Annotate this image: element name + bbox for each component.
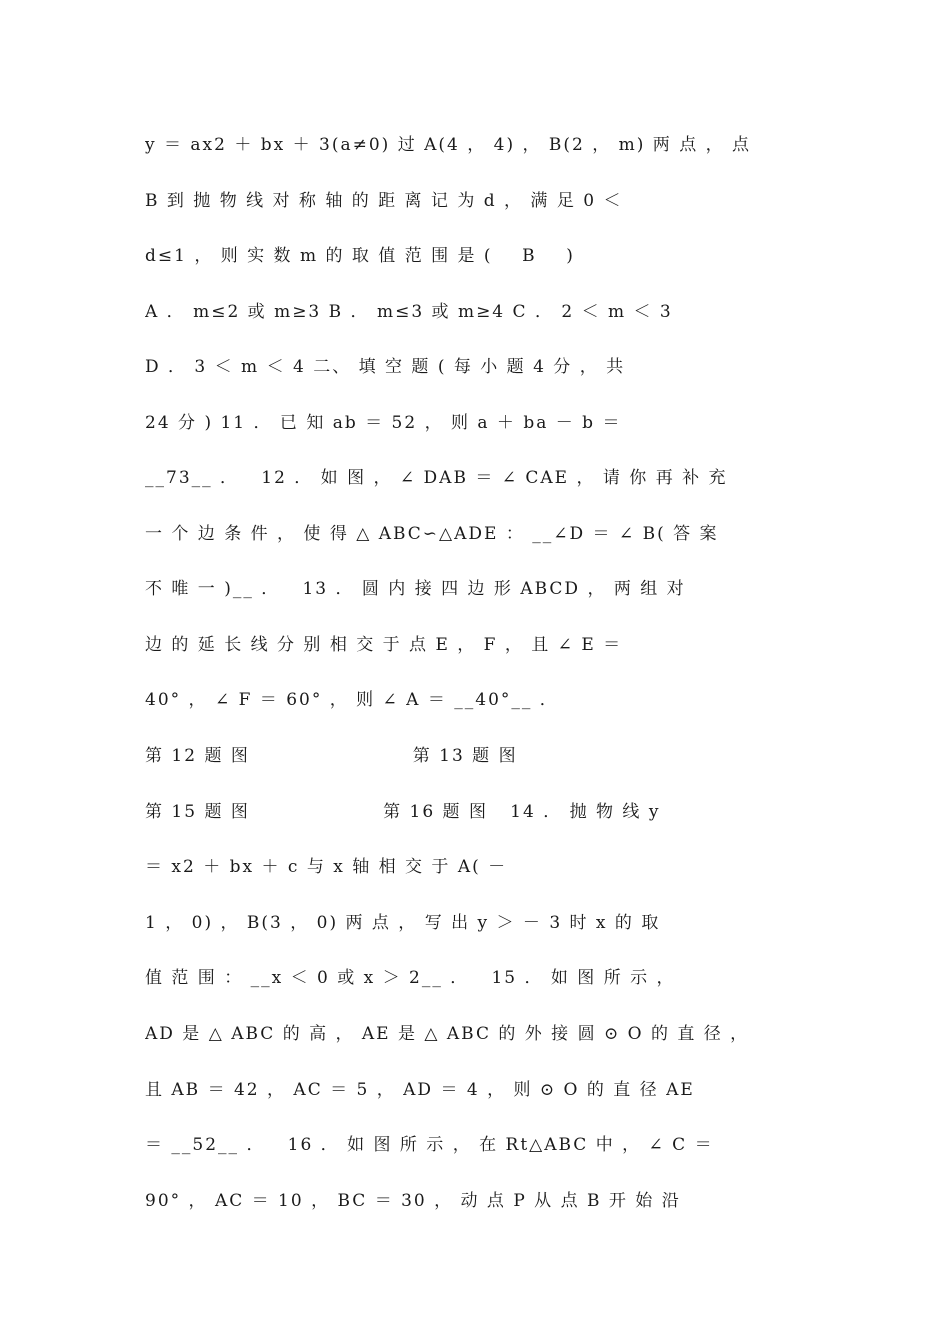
text-line: y ＝ ax2 ＋ bx ＋ 3(a≠0) 过 A(4 ， 4) ， B(2 ， m) 两 点 ， 点 (145, 135, 752, 155)
text-line: 不 唯 一 )__ ． 13 ． 圆 内 接 四 边 形 ABCD ， 两 组 对 (145, 579, 686, 599)
text-line: 边 的 延 长 线 分 别 相 交 于 点 E ， F ， 且 ∠ E ＝ (145, 635, 623, 655)
text-line: d≤1 ， 则 实 数 m 的 取 值 范 围 是 ( B ) (145, 246, 575, 266)
text-line: D ． 3 ＜ m ＜ 4 二、 填 空 题 ( 每 小 题 4 分 ， 共 (145, 357, 626, 377)
text-line: ＝ x2 ＋ bx ＋ c 与 x 轴 相 交 于 A( － (145, 857, 508, 877)
text-line: 且 AB ＝ 42 ， AC ＝ 5 ， AD ＝ 4 ， 则 ⊙ O 的 直 径 AE (145, 1080, 695, 1100)
text-line: A ． m≤2 或 m≥3 B ． m≤3 或 m≥4 C ． 2 ＜ m ＜ 3 (145, 302, 673, 322)
text-line: 90° ， AC ＝ 10 ， BC ＝ 30 ， 动 点 P 从 点 B 开 始 沿 (145, 1191, 681, 1211)
text-line: B 到 抛 物 线 对 称 轴 的 距 离 记 为 d ， 满 足 0 ＜ (145, 191, 623, 211)
text-line: __73__ ． 12 ． 如 图 ， ∠ DAB ＝ ∠ CAE ， 请 你 再 补 充 (145, 468, 728, 488)
text-line: 40° ， ∠ F ＝ 60° ， 则 ∠ A ＝ __40°__ ． (145, 690, 559, 710)
text-line: 24 分 ) 11 ． 已 知 ab ＝ 52 ， 则 a ＋ ba － b ＝ (145, 413, 622, 433)
text-line: 1 ， 0) ， B(3 ， 0) 两 点 ， 写 出 y ＞ － 3 时 x 的 取 (145, 913, 661, 933)
figure-caption-line: 第 12 题 图 第 13 题 图 (145, 746, 518, 766)
text-line: ＝ __52__ ． 16 ． 如 图 所 示 ， 在 Rt△ABC 中 ， ∠ C ＝ (145, 1135, 714, 1155)
text-line: 一 个 边 条 件 ， 使 得 △ ABC∽△ADE ： __∠D ＝ ∠ B( 答 案 (145, 524, 719, 544)
text-line: 值 范 围 ： __x ＜ 0 或 x ＞ 2__ ． 15 ． 如 图 所 示 ， (145, 968, 676, 988)
figure-caption-line: 第 15 题 图 第 16 题 图 14 ． 抛 物 线 y (145, 802, 661, 822)
text-line: AD 是 △ ABC 的 高 ， AE 是 △ ABC 的 外 接 圆 ⊙ O 的 直 径 ， (145, 1024, 750, 1044)
